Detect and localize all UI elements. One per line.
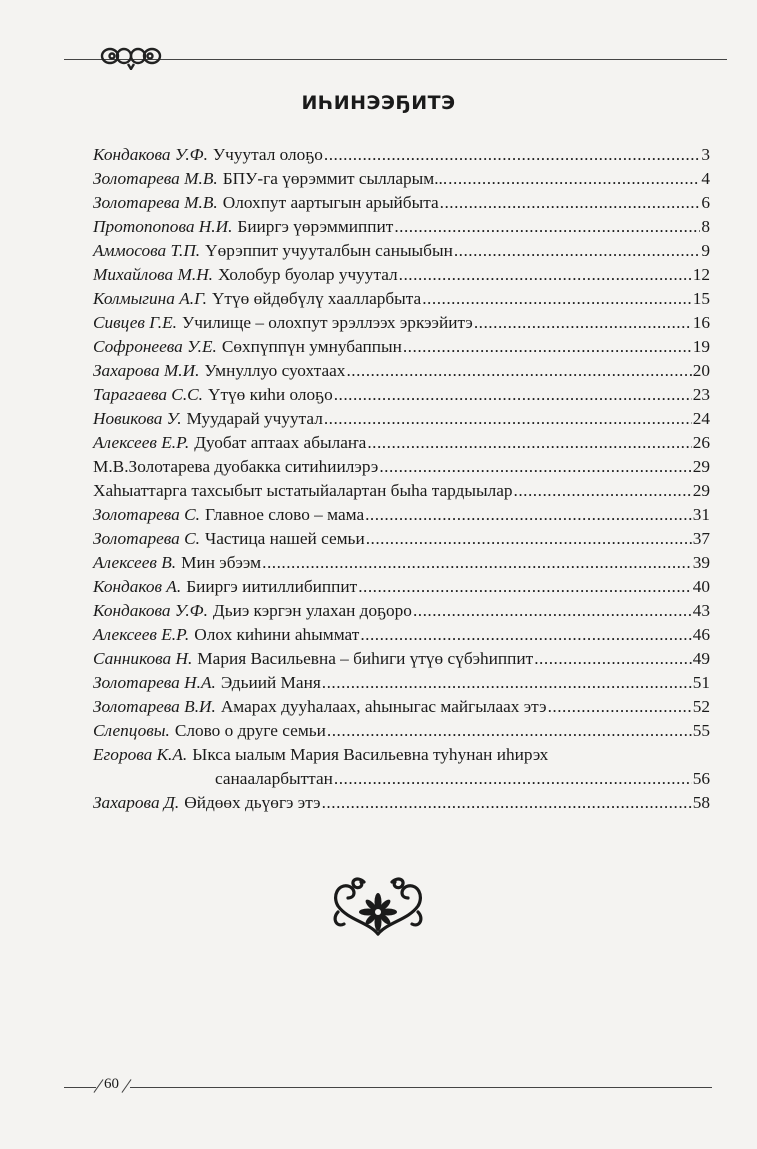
footer-rule-left	[64, 1087, 96, 1088]
dot-leader	[514, 479, 692, 503]
toc-entry[interactable]	[93, 743, 710, 767]
footer-slash	[94, 1079, 104, 1093]
toc-author: Алексеев Е.Р.	[93, 625, 190, 644]
table-of-contents	[93, 143, 710, 815]
toc-author: Золотарева В.И.	[93, 697, 216, 716]
toc-page-number: 46	[692, 625, 710, 644]
toc-entry[interactable]	[93, 239, 710, 263]
toc-title: Дуобат аптаах абылаҥа	[194, 433, 367, 452]
toc-page-number: 55	[692, 721, 710, 740]
toc-page-number: 56	[692, 769, 710, 788]
toc-entry[interactable]	[93, 527, 710, 551]
toc-title: Мин эбээм	[181, 553, 262, 572]
toc-title: Слово о друге семьи	[174, 721, 326, 740]
toc-author: Колмыгина А.Г.	[93, 289, 207, 308]
toc-title: Өйдөөх дьүөгэ этэ	[184, 793, 321, 812]
header-ornament-icon	[100, 44, 162, 70]
floral-ornament-icon	[328, 872, 428, 944]
toc-page-number: 37	[692, 529, 710, 548]
toc-entry[interactable]	[93, 383, 710, 407]
toc-entry[interactable]	[93, 335, 710, 359]
toc-page-number: 3	[701, 145, 710, 164]
toc-author: Михайлова М.Н.	[93, 265, 214, 284]
toc-author: Золотарева Н.А.	[93, 673, 216, 692]
dot-leader	[474, 311, 692, 335]
toc-author: Золотарева С.	[93, 505, 200, 524]
toc-page-number: 16	[692, 313, 710, 332]
toc-author: Кондакова У.Ф.	[93, 145, 208, 164]
toc-title: Олохпут аартыгын арыйбыта	[222, 193, 439, 212]
dot-leader	[548, 695, 692, 719]
toc-entry[interactable]	[93, 263, 710, 287]
toc-entry[interactable]	[93, 503, 710, 527]
toc-page-number: 26	[692, 433, 710, 452]
toc-page-number: 20	[692, 361, 710, 380]
toc-page-number: 19	[692, 337, 710, 356]
toc-page-number: 4	[701, 169, 710, 188]
toc-author: Золотарева С.	[93, 529, 200, 548]
toc-title: Ыкса ыалым Мария Васильевна туһунан иһирэх	[192, 745, 549, 764]
toc-title: Бииргэ үөрэммиппит	[237, 217, 394, 236]
dot-leader	[322, 791, 692, 815]
dot-leader	[534, 647, 691, 671]
toc-page-number: 49	[692, 649, 710, 668]
toc-entry[interactable]	[93, 719, 710, 743]
dot-leader	[324, 407, 692, 431]
toc-entry[interactable]	[93, 791, 710, 815]
toc-author: Тарагаева С.С.	[93, 385, 203, 404]
toc-title: Үтүө өйдөбүлү хаалларбыта	[211, 289, 422, 308]
toc-entry[interactable]	[93, 359, 710, 383]
toc-page-number: 29	[692, 457, 710, 476]
toc-title: Үөрэппит учууталбын саныыбын	[205, 241, 453, 260]
dot-leader	[366, 527, 692, 551]
toc-author: Протопопова Н.И.	[93, 217, 233, 236]
toc-author: Слепцовы.	[93, 721, 170, 740]
toc-author: Золотарева М.В.	[93, 193, 218, 212]
dot-leader	[394, 215, 700, 239]
toc-title: Амарах дууһалаах, аһыныгас майгылаах этэ	[220, 697, 547, 716]
toc-title: Училище – олохпут эрэллээх эркээйитэ	[181, 313, 473, 332]
toc-title: Хаһыаттарга тахсыбыт ыстатыйалартан быһа тардыылар	[93, 481, 513, 500]
toc-title: Главное слово – мама	[205, 505, 365, 524]
toc-author: Кондакова У.Ф.	[93, 601, 208, 620]
toc-title: Бииргэ иитиллибиппит	[186, 577, 358, 596]
toc-author: Золотарева М.В.	[93, 169, 218, 188]
toc-page-number: 12	[692, 265, 710, 284]
toc-entry[interactable]	[93, 311, 710, 335]
header-rule	[64, 59, 727, 60]
toc-author: Захарова М.И.	[93, 361, 200, 380]
toc-entry[interactable]	[93, 575, 710, 599]
toc-page-number: 39	[692, 553, 710, 572]
page-number: 60	[104, 1076, 119, 1092]
toc-author: Санникова Н.	[93, 649, 193, 668]
toc-page-number: 40	[692, 577, 710, 596]
toc-title: Умнуллуо суохтаах	[204, 361, 346, 380]
toc-page-number: 23	[692, 385, 710, 404]
toc-entry[interactable]	[93, 407, 710, 431]
toc-entry[interactable]	[93, 671, 710, 695]
toc-page-number: 6	[701, 193, 710, 212]
toc-title: Үтүө киһи олоҕо	[208, 385, 333, 404]
toc-author: Захарова Д.	[93, 793, 180, 812]
dot-leader	[403, 335, 692, 359]
dot-leader	[422, 287, 691, 311]
toc-author: Алексеев В.	[93, 553, 177, 572]
toc-entry[interactable]	[93, 599, 710, 623]
toc-author: Аммосова Т.П.	[93, 241, 201, 260]
dot-leader	[448, 167, 700, 191]
dot-leader	[324, 143, 700, 167]
dot-leader	[379, 455, 691, 479]
footer-slash	[122, 1079, 132, 1093]
toc-page-number: 51	[692, 673, 710, 692]
toc-title: Эдьиий Маня	[220, 673, 321, 692]
toc-author: Новикова У.	[93, 409, 182, 428]
toc-author: Алексеев Е.Р.	[93, 433, 190, 452]
toc-title-continuation: санааларбыттан	[215, 769, 333, 788]
toc-entry[interactable]	[93, 287, 710, 311]
toc-entry[interactable]	[93, 143, 710, 167]
toc-title: Учуутал олоҕо	[212, 145, 323, 164]
toc-author: Сивцев Г.Е.	[93, 313, 177, 332]
dot-leader	[399, 263, 692, 287]
toc-entry[interactable]	[93, 695, 710, 719]
toc-page-number: 8	[701, 217, 710, 236]
toc-title: Мария Васильевна – биһиги үтүө сүбэһиппит	[197, 649, 534, 668]
toc-title: Сөхпүппүн умнубаппын	[221, 337, 402, 356]
toc-page-number: 9	[701, 241, 710, 260]
toc-author: Кондаков А.	[93, 577, 182, 596]
toc-author: Софронеева У.Е.	[93, 337, 217, 356]
toc-entry[interactable]	[93, 647, 710, 671]
toc-page-number: 52	[692, 697, 710, 716]
toc-title: Олох киһини аһыммат	[194, 625, 360, 644]
page-title: ИҺИНЭЭҔИТЭ	[301, 92, 456, 114]
toc-entry[interactable]	[93, 623, 710, 647]
toc-title: Холобур буолар учуутал	[218, 265, 398, 284]
toc-title: Частица нашей семьи	[205, 529, 365, 548]
dot-leader	[334, 383, 692, 407]
dot-leader	[322, 671, 692, 695]
toc-entry[interactable]	[93, 191, 710, 215]
dot-leader	[346, 359, 691, 383]
toc-author: Егорова К.А.	[93, 745, 188, 764]
dot-leader	[365, 503, 692, 527]
dot-leader	[334, 767, 692, 791]
toc-entry[interactable]	[93, 479, 710, 503]
toc-entry[interactable]	[93, 551, 710, 575]
toc-entry-continuation[interactable]	[93, 767, 710, 791]
dot-leader	[360, 623, 691, 647]
toc-title: Муударай учуутал	[186, 409, 323, 428]
dot-leader	[367, 431, 691, 455]
toc-page-number: 43	[692, 601, 710, 620]
toc-title: М.В.Золотарева дуобакка ситиһиилэрэ	[93, 457, 379, 476]
dot-leader	[413, 599, 692, 623]
toc-page-number: 31	[692, 505, 710, 524]
toc-entry[interactable]	[93, 215, 710, 239]
dot-leader	[440, 191, 701, 215]
toc-entry[interactable]	[93, 455, 710, 479]
toc-page-number: 29	[692, 481, 710, 500]
toc-entry[interactable]	[93, 431, 710, 455]
dot-leader	[262, 551, 692, 575]
toc-page-number: 24	[692, 409, 710, 428]
toc-entry[interactable]	[93, 167, 710, 191]
dot-leader	[327, 719, 692, 743]
footer-rule	[130, 1087, 712, 1088]
toc-page-number: 58	[692, 793, 710, 812]
dot-leader	[454, 239, 701, 263]
toc-page-number: 15	[692, 289, 710, 308]
toc-title: Дьиэ кэргэн улахан доҕоро	[212, 601, 412, 620]
dot-leader	[358, 575, 692, 599]
toc-title: БПУ-га үөрэммит сылларым...	[222, 169, 448, 188]
